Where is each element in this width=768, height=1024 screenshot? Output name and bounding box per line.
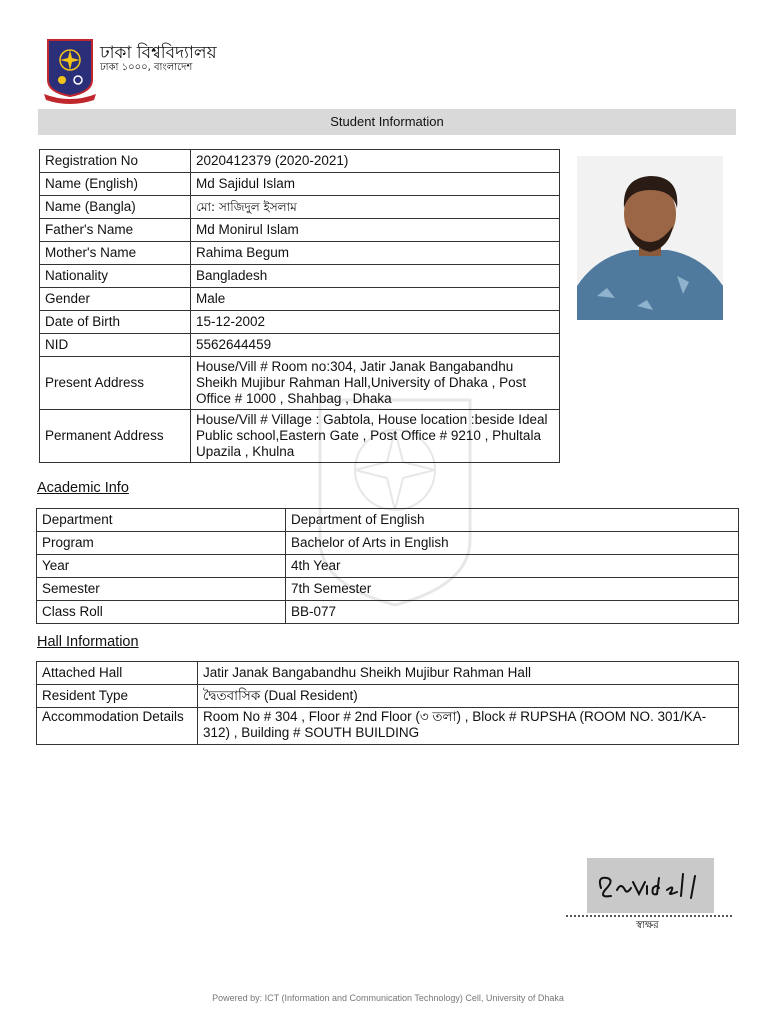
row-label: Permanent Address <box>40 410 191 463</box>
row-label: Nationality <box>40 265 191 288</box>
table-row <box>37 662 739 685</box>
academic-info-heading: Academic Info <box>37 480 129 496</box>
table-row <box>40 334 560 357</box>
table-row <box>37 708 739 745</box>
hall-info-heading: Hall Information <box>37 634 139 650</box>
student-info-table <box>39 149 560 463</box>
row-value: Bachelor of Arts in English <box>286 532 739 555</box>
row-value: Room No # 304 , Floor # 2nd Floor (৩ তলা) , Block # RUPSHA (ROOM NO. 301/KA-312) , Building # SOUTH BUILDING <box>198 708 739 745</box>
row-value: 15-12-2002 <box>191 311 560 334</box>
signature-line <box>566 915 732 917</box>
table-row <box>37 555 739 578</box>
row-label: Father's Name <box>40 219 191 242</box>
row-label: Name (English) <box>40 173 191 196</box>
row-value: 5562644459 <box>191 334 560 357</box>
row-value: মো: সাজিদুল ইসলাম <box>191 196 560 219</box>
signature-label: স্বাক্ষর <box>636 920 659 931</box>
university-seal-icon <box>42 38 98 106</box>
row-label: Mother's Name <box>40 242 191 265</box>
table-row <box>37 532 739 555</box>
academic-info-table <box>36 508 739 624</box>
table-row <box>40 311 560 334</box>
table-row <box>40 242 560 265</box>
table-row <box>40 219 560 242</box>
row-label: Resident Type <box>37 685 198 708</box>
row-value: 2020412379 (2020-2021) <box>191 150 560 173</box>
signature-image <box>587 858 714 913</box>
row-value: Department of English <box>286 509 739 532</box>
row-label: Year <box>37 555 286 578</box>
row-label: Semester <box>37 578 286 601</box>
page-title-banner: Student Information <box>38 109 736 135</box>
row-value: BB-077 <box>286 601 739 624</box>
table-row <box>37 578 739 601</box>
row-label: Name (Bangla) <box>40 196 191 219</box>
table-row <box>40 173 560 196</box>
row-value: Md Sajidul Islam <box>191 173 560 196</box>
row-value: 7th Semester <box>286 578 739 601</box>
row-value: Bangladesh <box>191 265 560 288</box>
row-label: Gender <box>40 288 191 311</box>
row-label: Date of Birth <box>40 311 191 334</box>
row-label: Attached Hall <box>37 662 198 685</box>
student-photo <box>577 156 723 320</box>
row-value: দ্বৈতবাসিক (Dual Resident) <box>198 685 739 708</box>
table-row <box>37 685 739 708</box>
hall-info-table <box>36 661 739 745</box>
table-row <box>37 509 739 532</box>
table-row <box>40 357 560 410</box>
row-value: Jatir Janak Bangabandhu Sheikh Mujibur Rahman Hall <box>198 662 739 685</box>
footer-credit: Powered by: ICT (Information and Communication Technology) Cell, University of Dhaka <box>212 993 564 1003</box>
row-value: Rahima Begum <box>191 242 560 265</box>
row-label: Accommodation Details <box>37 708 198 745</box>
table-row <box>40 196 560 219</box>
row-value: House/Vill # Room no:304, Jatir Janak Bangabandhu Sheikh Mujibur Rahman Hall,University of Dhaka , Post Office # 1000 , Shahbag , Dhaka <box>191 357 560 410</box>
row-label: Program <box>37 532 286 555</box>
row-value: Male <box>191 288 560 311</box>
row-value: House/Vill # Village : Gabtola, House location :beside Ideal Public school,Eastern Gate , Post Office # 9210 , Phultala Upazila , Khulna <box>191 410 560 463</box>
table-row <box>40 150 560 173</box>
row-label: Department <box>37 509 286 532</box>
row-value: Md Monirul Islam <box>191 219 560 242</box>
university-name: ঢাকা বিশ্ববিদ্যালয় <box>100 43 217 63</box>
university-address: ঢাকা ১০০০, বাংলাদেশ <box>100 62 193 73</box>
row-label: Registration No <box>40 150 191 173</box>
row-label: NID <box>40 334 191 357</box>
table-row <box>40 410 560 463</box>
table-row <box>40 288 560 311</box>
table-row <box>37 601 739 624</box>
row-label: Present Address <box>40 357 191 410</box>
row-label: Class Roll <box>37 601 286 624</box>
row-value: 4th Year <box>286 555 739 578</box>
table-row <box>40 265 560 288</box>
